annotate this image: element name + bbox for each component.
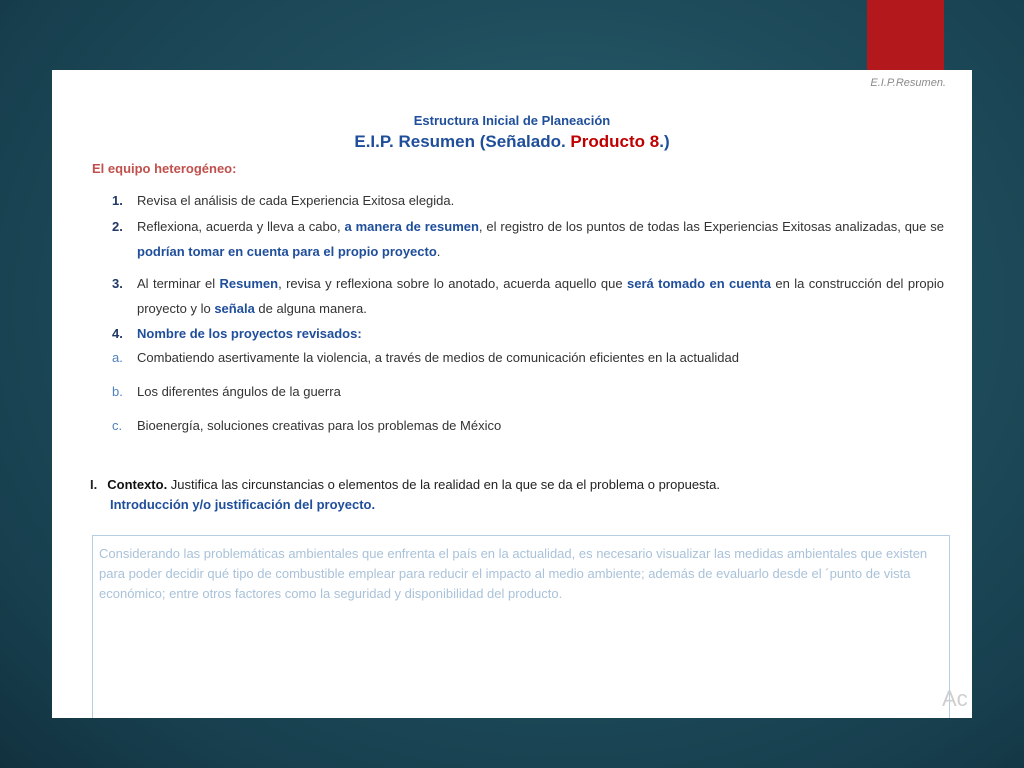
body-text: Al terminar el	[137, 276, 220, 291]
list-item-text	[137, 271, 944, 321]
body-text: Combatiendo asertivamente la violencia, a través de medios de comunicación eficientes en la actualidad	[137, 350, 739, 365]
body-text: Reflexiona, acuerda y lleva a cabo,	[137, 219, 345, 234]
list-item-text	[137, 379, 944, 404]
answer-text: Considerando las problemáticas ambientales que enfrenta el país en la actualidad, es necesario visualizar las medidas ambientales que existen para poder decidir qué tipo de combustible emplear para reducir el impacto al medio ambiente; además de evaluarlo desde el ´punto de vista económico; entre otros factores como la seguridad y disponibilidad del producto.	[99, 546, 928, 601]
list-marker: 3.	[112, 276, 123, 291]
document-title	[52, 132, 972, 152]
team-heading: El equipo heterogéneo:	[92, 161, 237, 176]
list-item-text	[137, 214, 944, 264]
title-red-part: Producto 8	[570, 132, 660, 151]
emphasis-text: señala	[214, 301, 255, 316]
list-marker: a.	[112, 350, 123, 365]
list-marker: 1.	[112, 193, 123, 208]
list-item	[112, 379, 944, 404]
list-item-text	[137, 413, 944, 438]
body-text: Revisa el análisis de cada Experiencia Exitosa elegida.	[137, 193, 455, 208]
corner-label: E.I.P.Resumen.	[870, 77, 946, 89]
emphasis-text: Resumen	[219, 276, 279, 291]
list-item-text	[137, 345, 944, 370]
list-item	[112, 413, 944, 438]
answer-text-area[interactable]	[92, 535, 950, 718]
emphasis-text: será tomado en cuenta	[627, 276, 771, 291]
document-subtitle: Estructura Inicial de Planeación	[413, 113, 611, 128]
body-text: , el registro de los puntos de todas las Experiencias Exitosas analizadas, que se	[478, 219, 944, 234]
context-section	[90, 475, 720, 515]
emphasis-text: podrían tomar en cuenta para el propio proyecto	[137, 244, 437, 259]
list-item	[112, 321, 944, 346]
red-accent-bar	[867, 0, 944, 70]
context-text: Justifica las circunstancias o elementos de la realidad en la que se da el problema o propuesta.	[167, 477, 721, 492]
list-marker: c.	[112, 418, 123, 433]
body-text: Bioenergía, soluciones creativas para los problemas de México	[137, 418, 502, 433]
context-title: Contexto.	[107, 477, 168, 492]
list-item	[112, 188, 944, 213]
activation-watermark: Ac	[942, 686, 968, 711]
body-text: .	[436, 244, 441, 259]
emphasis-text: a manera de resumen	[344, 219, 479, 234]
list-item	[112, 345, 944, 370]
context-line	[90, 475, 720, 495]
body-text: Los diferentes ángulos de la guerra	[137, 384, 341, 399]
emphasis-text: Nombre de los proyectos revisados:	[137, 326, 362, 341]
list-item	[112, 271, 944, 321]
title-tail: .)	[659, 132, 670, 151]
list-item-text	[137, 188, 944, 213]
document-page	[52, 70, 972, 718]
list-marker: 4.	[112, 326, 123, 341]
body-text: , revisa y reflexiona sobre lo anotado, acuerda aquello que	[278, 276, 628, 291]
list-marker: b.	[112, 384, 123, 399]
section-number: I.	[90, 477, 98, 492]
body-text: en la construcción del propio proyecto y lo	[137, 276, 944, 316]
context-subtitle: Introducción y/o justificación del proyecto.	[110, 497, 376, 512]
title-blue-part: E.I.P. Resumen (Señalado.	[354, 132, 571, 151]
list-marker: 2.	[112, 219, 123, 234]
list-item-text	[137, 321, 944, 346]
list-item	[112, 214, 944, 264]
body-text: de alguna manera.	[254, 301, 367, 316]
